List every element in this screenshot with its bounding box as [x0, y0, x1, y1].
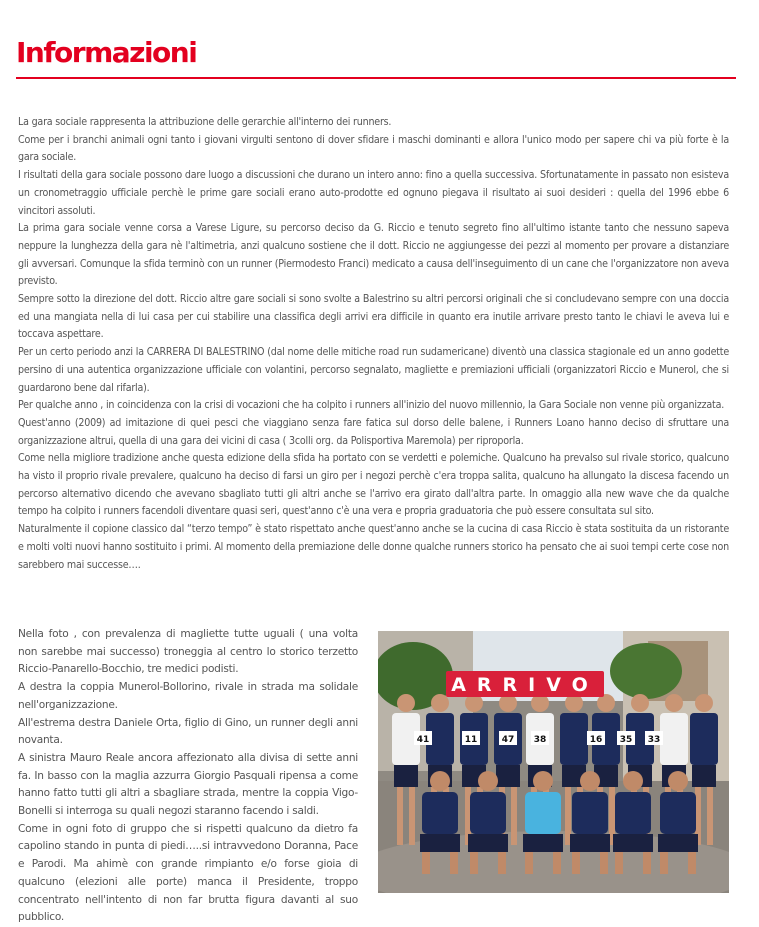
article-paragraph: Naturalmente il copione classico dal “terzo tempo” è stato rispettato anche quest'anno anche se la cucina di casa Riccio è stata sostituita da un ristorante e molti volti nuovi hanno sostituito i primi. Al momento della premiazione delle donne qualche runners storico ha pensato che ai suoi tempi certe cose non sarebbero mai successe…. [18, 523, 729, 571]
runner-leg [397, 787, 403, 845]
runner-leg [553, 852, 561, 874]
caption-paragraph: Nella foto , con prevalenza di magliette tutte uguali ( una volta non sarebbe mai successo) troneggia al centro lo storico terzetto Riccio-Panarello-Bocchio, tre medici podisti. [18, 628, 358, 676]
article-paragraph: Come per i branchi animali ogni tanto i giovani virgulti sentono di dover sfidare i maschi dominanti e allora l'unico modo per sapere chi va più forte è la gara sociale. [18, 133, 729, 164]
runner-shirt [470, 792, 506, 834]
runner-shirt [560, 713, 588, 765]
runner-head [665, 694, 683, 712]
bib-number: 11 [464, 735, 478, 745]
article-paragraph: La gara sociale rappresenta la attribuzione delle gerarchie all'interno dei runners. [18, 116, 392, 128]
runner-shorts [394, 765, 418, 787]
caption-paragraph: A sinistra Mauro Reale ancora affezionato alla divisa di sette anni fa. In basso con la maglia azzurra Giorgio Pasquali ripensa a come hanno fatto tutti gli altri a sbagliare strada, mentre la coppia Vigo-Bonelli si interroga su quali negozi staranno facendo i saldi. [18, 751, 358, 818]
title-divider [16, 77, 736, 79]
article-paragraph: La prima gara sociale venne corsa a Varese Ligure, su percorso deciso da G. Riccio e tenuto segreto fino all'ultimo istante tanto che nessuno sapeva neppure la lunghezza della gara nè l'altimetria, anzi qualcuno sostiene che il dott. Riccio ne aggiungesse dei pezzi al momento per provare a distanziare gli avversari. Comunque la sfida terminò con un runner (Piermodesto Franci) medicato a causa dell'inseguimento di un cane che l'organizzatore non aveva previsto. [18, 222, 729, 288]
runner-leg [615, 852, 623, 874]
bib-number: 35 [619, 735, 633, 745]
article-paragraph: Come nella migliore tradizione anche questa edizione della sfida ha portato con se verdetti e polemiche. Qualcuno ha prevalso sul rivale storico, qualcuno ha visto il proprio rivale prevalere, qualcuno ha deciso di farsi un giro per i negozi perchè c'era troppa salita, qualcuno ha allungato la discesa facendo un percorso alternativo dicendo che avevano sbagliato tutti gli altri anche se l'arrivo era girato dall'altra parte. In omaggio alla new wave che da qualche tempo ha colpito i runners facendoli diventare quasi seri, quest'anno c'è una vera e propria graduatoria che può essere consultata sul sito. [18, 452, 729, 518]
runner-head [695, 694, 713, 712]
runner-leg [450, 852, 458, 874]
runner-head [430, 771, 450, 791]
runner-shorts [570, 834, 610, 852]
bib-number: 33 [647, 735, 661, 745]
group-photo [378, 631, 729, 893]
bib-number: 47 [501, 735, 515, 745]
page-title: Informazioni [16, 36, 197, 69]
runner-head [431, 694, 449, 712]
runner-shorts [523, 834, 563, 852]
article-paragraph: Per qualche anno , in coincidenza con la crisi di vocazioni che ha colpito i runners all'inizio del nuovo millennio, la Gara Sociale non venne più organizzata. [18, 399, 725, 412]
caption-paragraph: All'estrema destra Daniele Orta, figlio di Gino, un runner degli anni novanta. [18, 716, 358, 747]
runner-leg [409, 787, 415, 845]
runner-head [533, 771, 553, 791]
runner-head [478, 771, 498, 791]
runner-head [580, 771, 600, 791]
article-paragraph: Sempre sotto la direzione del dott. Riccio altre gare sociali si sono svolte a Balestrino su altri percorsi originali che si concludevano sempre con una doccia ed una mangiata nella di lui casa per cui stabilire una classifica degli arrivi era difficile in quanto era inutile arrivare presto tanto le chiavi le aveva lui e toccava aspettare. [18, 293, 729, 341]
runner-head [623, 771, 643, 791]
runner-leg [525, 852, 533, 874]
runner-leg [707, 787, 713, 845]
runner-shorts [692, 765, 716, 787]
photo-tree-right [610, 643, 682, 699]
runner-shirt [525, 792, 561, 834]
runner-shirt [422, 792, 458, 834]
caption-paragraph: Come in ogni foto di gruppo che si rispetti qualcuno da dietro fa capolino stando in punta di piedi…..si intravvedono Doranna, Pace e Parodi. Ma ahimè con grande rimpianto e/o forse gioia di qualcuno (elezioni alle porte) manca il Presidente, troppo concentrato nell'intento di non far brutta figura davanti al suo pubblico. [18, 822, 358, 924]
runner-shorts [420, 834, 460, 852]
runner-leg [643, 852, 651, 874]
runner-shirt [615, 792, 651, 834]
runner-head [668, 771, 688, 791]
runner-leg [470, 852, 478, 874]
article-body [18, 114, 729, 574]
runner-leg [688, 852, 696, 874]
runner-shorts [613, 834, 653, 852]
article-paragraph: Per un certo periodo anzi la CARRERA DI BALESTRINO (dal nome delle mitiche road run sudamericane) diventò una classica stagionale ed un anno godette persino di una autentica organizzazione ufficiale con volantini, percorso segnalato, magliette e premiazioni ufficiali (organizzatori Riccio e Munerol, che si guardarono bene dal rifarla). [18, 346, 729, 394]
runner-leg [422, 852, 430, 874]
runner-shorts [468, 834, 508, 852]
runner-leg [660, 852, 668, 874]
runner-leg [511, 787, 517, 845]
runner-shirt [660, 713, 688, 765]
runner-shorts [658, 834, 698, 852]
runner-leg [498, 852, 506, 874]
runner-leg [572, 852, 580, 874]
runner-shirt [690, 713, 718, 765]
bib-number: 16 [589, 735, 603, 745]
arrivo-banner-text: ARRIVO [451, 674, 599, 696]
runner-shirt [660, 792, 696, 834]
photo-caption [18, 626, 358, 927]
article-paragraph: Quest'anno (2009) ad imitazione di quei pesci che viaggiano senza fare fatica sul dorso delle balene, i Runners Loano hanno deciso di sfruttare una organizzazione altrui, quella di una gara dei vicini di casa ( 3colli org. da Polisportiva Maremola) per riproporla. [18, 416, 729, 447]
bib-number: 38 [533, 735, 547, 745]
runner-shorts [496, 765, 520, 787]
article-paragraph: I risultati della gara sociale possono dare luogo a discussioni che durano un intero anno: fino a quella successiva. Sfortunatamente in passato non esisteva un cronometraggio ufficiale perchè le prime gare sociali erano auto-prodotte ed ognuno piegava il risultato ai suoi desideri : quella del 1996 ebbe 6 vincitori assoluti. [18, 169, 729, 217]
bib-number: 41 [416, 735, 430, 745]
runner-head [397, 694, 415, 712]
runner-head [631, 694, 649, 712]
runner-shirt [572, 792, 608, 834]
caption-paragraph: A destra la coppia Munerol-Bollorino, rivale in strada ma solidale nell'organizzazione. [18, 681, 358, 711]
runner-leg [600, 852, 608, 874]
